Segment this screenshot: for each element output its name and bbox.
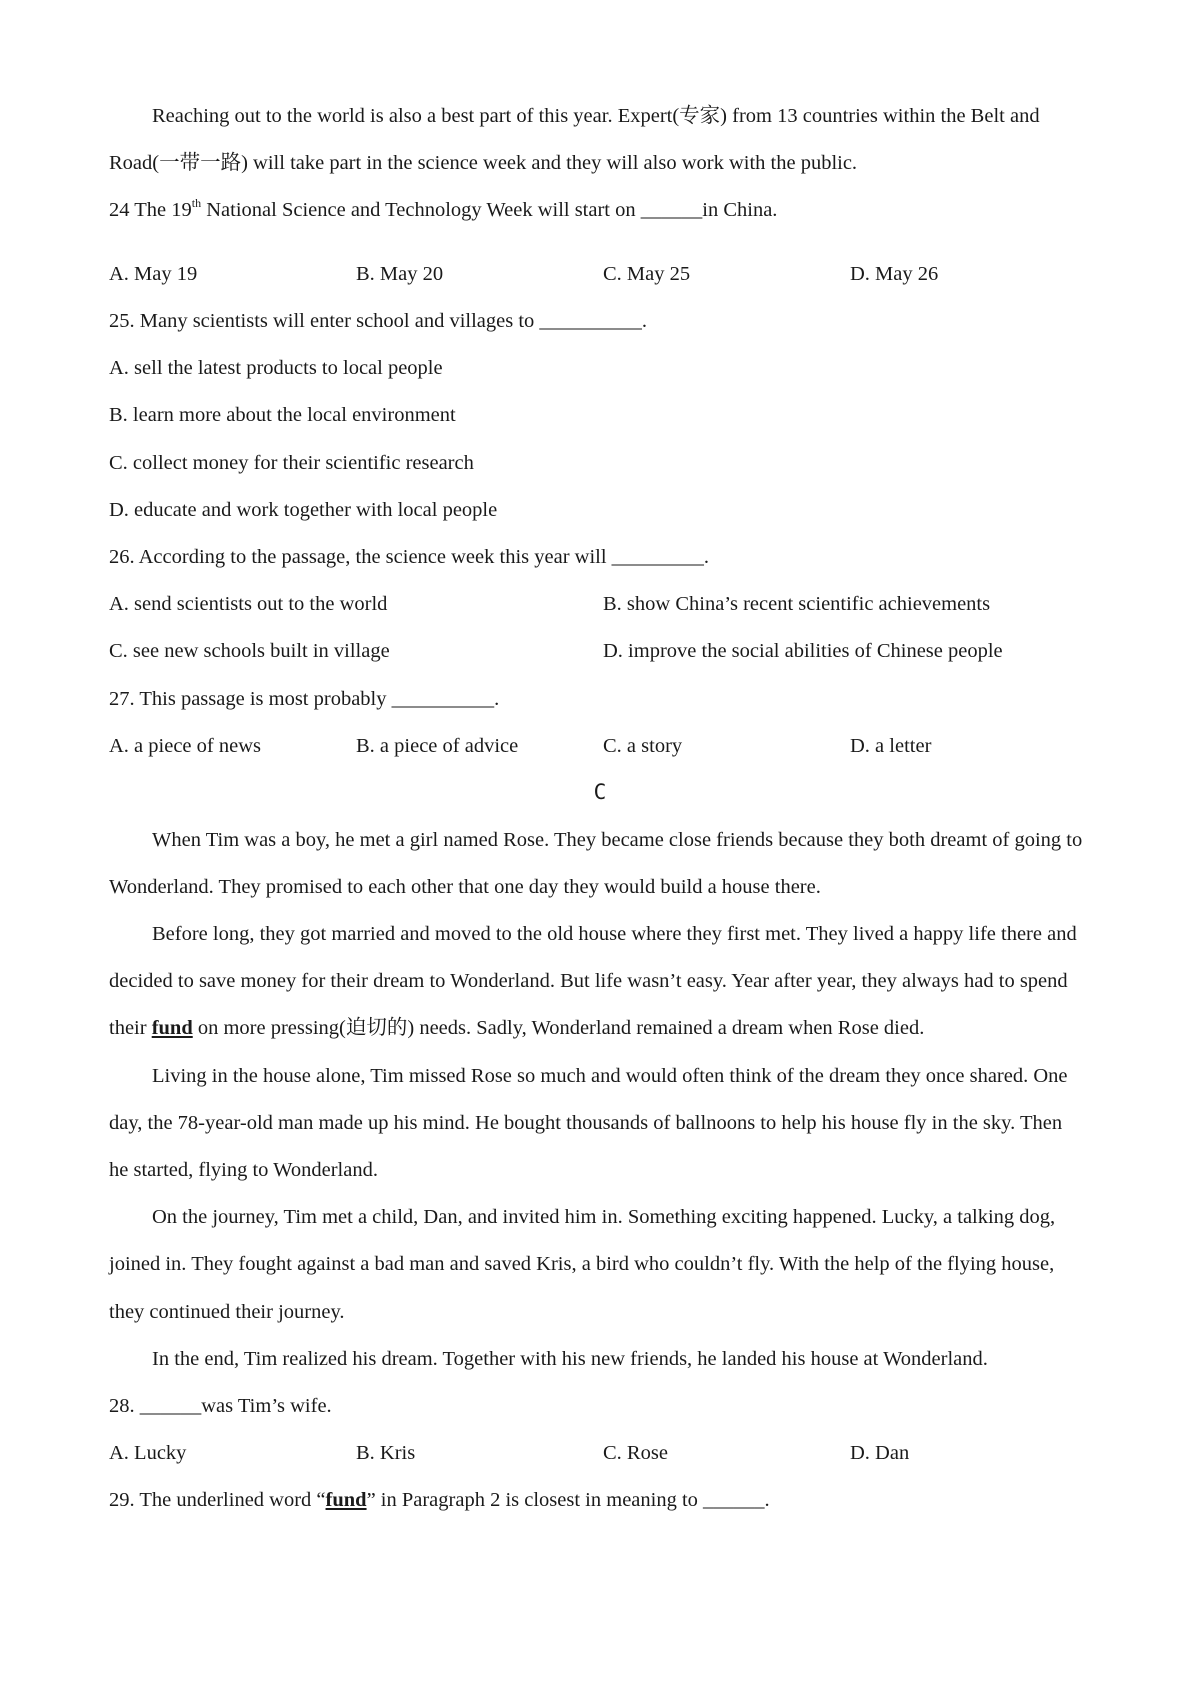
option-b: B. Kris (356, 1442, 416, 1464)
option-a: A. May 19 (109, 263, 198, 285)
question-24-stem-start: 24 The 19 (109, 199, 192, 221)
question-24-stem-mid: National Science and Technology Week will start on (201, 199, 641, 221)
passage-line: Wonderland. They promised to each other that one day they would build a house there. (109, 876, 821, 898)
answer-blank: ______ (640, 199, 703, 221)
passage-line: decided to save money for their dream to Wonderland. But life wasn’t easy. Year after year, they always had to spend (109, 970, 1068, 992)
option-c: C. May 25 (603, 263, 691, 285)
option-a: A. a piece of news (109, 735, 261, 757)
option-d: D. May 26 (850, 263, 939, 285)
passage-line: In the end, Tim realized his dream. Together with his new friends, he landed his house at Wonderland. (152, 1348, 988, 1370)
question-24 (109, 196, 778, 221)
passage-text: on more pressing(迫切的) needs. Sadly, Wonderland remained a dream when Rose died. (192, 1017, 925, 1039)
question-28-stem: 28. ______was Tim’s wife. (109, 1395, 332, 1417)
option-a: A. sell the latest products to local people (109, 357, 443, 379)
passage-line: Reaching out to the world is also a best part of this year. Expert(专家) from 13 countries within the Belt and (152, 105, 1040, 127)
passage-line: When Tim was a boy, he met a girl named Rose. They became close friends because they both dreamt of going to (152, 829, 1083, 851)
option-d: D. educate and work together with local people (109, 499, 498, 521)
passage-text: their (109, 1017, 152, 1039)
option-b: B. show China’s recent scientific achievements (603, 593, 991, 615)
question-25-stem: 25. Many scientists will enter school and villages to __________. (109, 310, 648, 332)
option-d: D. improve the social abilities of Chinese people (603, 640, 1003, 662)
passage-line: On the journey, Tim met a child, Dan, and invited him in. Something exciting happened. Lucky, a talking dog, (152, 1206, 1056, 1228)
option-b: B. learn more about the local environment (109, 404, 456, 426)
option-b: B. May 20 (356, 263, 444, 285)
question-27-stem: 27. This passage is most probably __________. (109, 688, 500, 710)
option-a: A. send scientists out to the world (109, 593, 388, 615)
question-29-stem-start: 29. The underlined word “ (109, 1489, 326, 1511)
option-c: C. a story (603, 735, 683, 757)
question-29 (109, 1490, 770, 1511)
passage-line: Living in the house alone, Tim missed Rose so much and would often think of the dream they once shared. One (152, 1065, 1068, 1087)
option-c: C. see new schools built in village (109, 640, 390, 662)
section-heading: C (593, 780, 607, 804)
question-29-stem-end: ” in Paragraph 2 is closest in meaning to ______. (366, 1489, 770, 1511)
passage-line: day, the 78-year-old man made up his mind. He bought thousands of ballnoons to help his house fly in the sky. Then (109, 1112, 1063, 1134)
option-d: D. a letter (850, 735, 932, 757)
underlined-word: fund (325, 1489, 367, 1511)
passage-line (109, 1018, 924, 1039)
question-24-stem-end: in China. (702, 199, 778, 221)
passage-line: Road(一带一路) will take part in the science week and they will also work with the public. (109, 152, 858, 174)
ordinal-suffix: th (191, 196, 202, 210)
option-b: B. a piece of advice (356, 735, 519, 757)
passage-line: Before long, they got married and moved to the old house where they first met. They lived a happy life there and (152, 923, 1077, 945)
option-c: C. Rose (603, 1442, 668, 1464)
option-a: A. Lucky (109, 1442, 187, 1464)
option-c: C. collect money for their scientific research (109, 452, 474, 474)
option-d: D. Dan (850, 1442, 910, 1464)
question-26-stem: 26. According to the passage, the science week this year will _________. (109, 546, 710, 568)
underlined-word: fund (151, 1017, 193, 1039)
passage-line: joined in. They fought against a bad man and saved Kris, a bird who couldn’t fly. With the help of the flying house, (109, 1253, 1055, 1275)
passage-line: they continued their journey. (109, 1301, 345, 1323)
passage-line: he started, flying to Wonderland. (109, 1159, 378, 1181)
